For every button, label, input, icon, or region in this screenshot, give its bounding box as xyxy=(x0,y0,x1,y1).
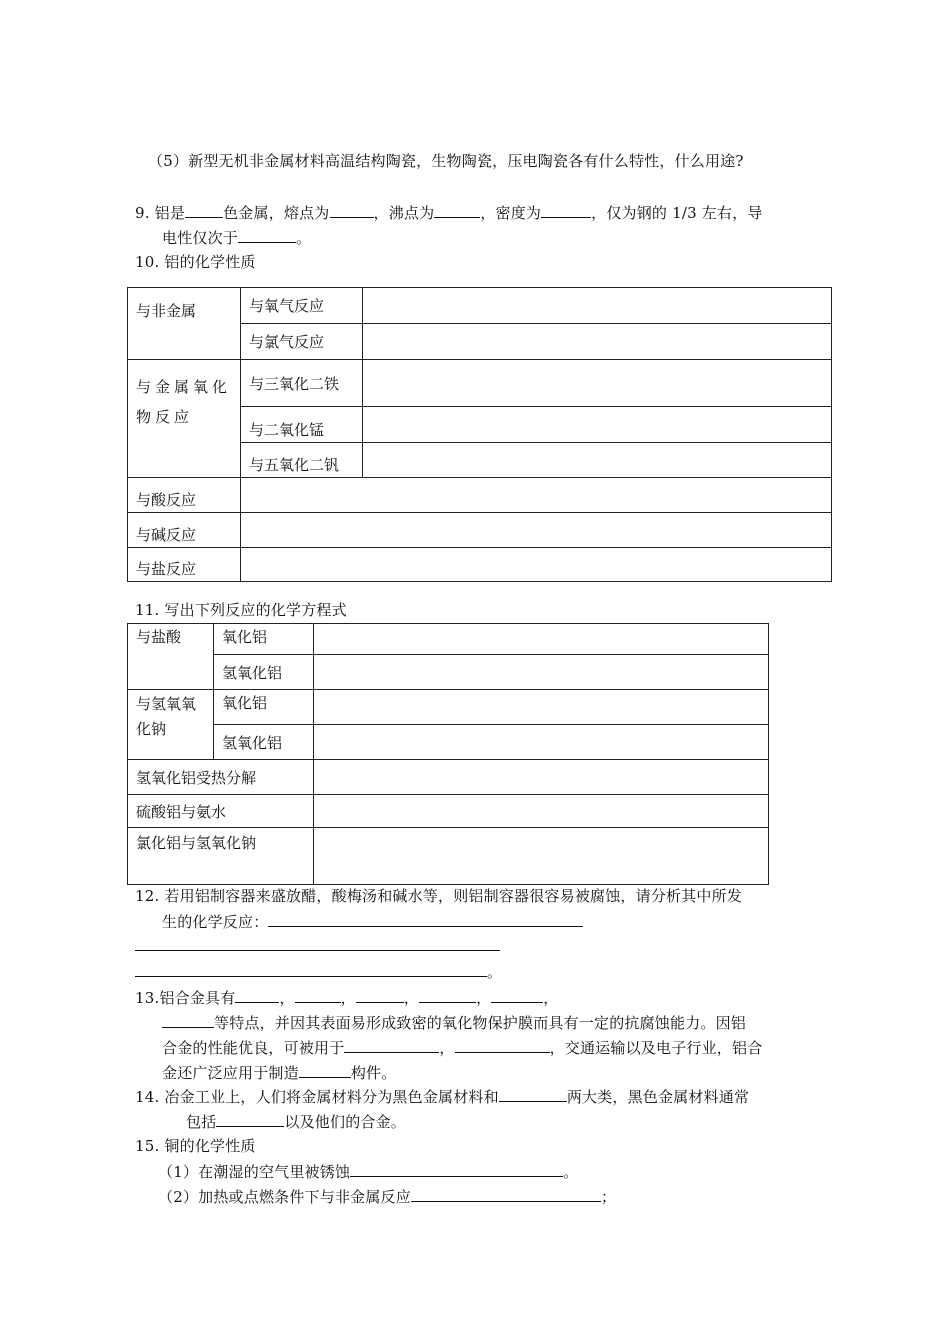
q13-text-2: 等特点，并因其表面易形成致密的氧化物保护膜而具有一定的抗腐蚀能力。因铝 xyxy=(214,1014,747,1032)
q11-cell-naoh: 与氢氧氧化钠 xyxy=(128,690,214,760)
q11-cell-al2o3-naoh: 氧化铝 xyxy=(214,690,314,725)
q10-cell-salt: 与盐反应 xyxy=(128,548,241,582)
q13-text-4a: 金还广泛应用于制造 xyxy=(162,1064,299,1082)
q15-text-1: （1）在潮湿的空气里被锈蚀 xyxy=(158,1163,351,1181)
q14-text-1a: 14. 冶金工业上，人们将金属材料分为黑色金属材料和 xyxy=(135,1088,499,1106)
q14-text-1b: 两大类，黑色金属材料通常 xyxy=(566,1088,750,1106)
question-14-line2 xyxy=(186,1111,406,1132)
question-12-line1: 12. 若用铝制容器来盛放醋，酸梅汤和碱水等，则铝制容器很容易被腐蚀，请分析其中所发 xyxy=(135,887,743,905)
q10-cell-oxygen: 与氧气反应 xyxy=(241,288,363,324)
q9-blank-color[interactable] xyxy=(185,202,223,218)
q11-answer-al2o3-hcl[interactable] xyxy=(314,624,769,655)
q11-answer-aloh3-hcl[interactable] xyxy=(314,655,769,690)
question-13-line1 xyxy=(135,987,558,1008)
q13-comma-1: ， xyxy=(279,989,295,1007)
q10-cell-mno2: 与二氧化锰 xyxy=(241,407,363,443)
q13-comma-4: ， xyxy=(476,989,492,1007)
question-13-line4 xyxy=(162,1062,396,1083)
q9-blank-density[interactable] xyxy=(541,202,591,218)
q13-text-3b: ， xyxy=(439,1039,455,1057)
q9-text-5: ，仅为钢的 1/3 左右，导 xyxy=(591,204,763,222)
q15-blank-2[interactable] xyxy=(411,1186,601,1202)
q13-blank-1[interactable] xyxy=(235,987,279,1003)
q13-comma-3: ， xyxy=(403,989,420,1007)
question-10-title: 10. 铝的化学性质 xyxy=(135,253,256,271)
q10-cell-chlorine: 与氯气反应 xyxy=(241,324,363,360)
q12-blank-2[interactable] xyxy=(135,950,500,951)
q13-blank-5[interactable] xyxy=(491,987,543,1003)
q13-lead: 13.铝合金具有 xyxy=(135,989,236,1007)
q9-text-7: 。 xyxy=(296,229,312,247)
question-15-title: 15. 铜的化学性质 xyxy=(135,1137,256,1155)
q13-blank-6[interactable] xyxy=(162,1012,214,1028)
q10-answer-base[interactable] xyxy=(241,513,832,548)
q13-text-3a: 合金的性能优良，可被用于 xyxy=(162,1039,345,1057)
q10-cell-metal-oxide: 与金属氧化物反应 xyxy=(128,360,241,478)
q14-blank-1[interactable] xyxy=(499,1086,567,1102)
q12-blank-1[interactable] xyxy=(268,911,583,927)
q13-blank-2[interactable] xyxy=(295,987,341,1003)
q15-end-1: 。 xyxy=(563,1163,579,1181)
q12-end-mark: 。 xyxy=(487,963,503,981)
q13-text-4b: 构件。 xyxy=(350,1064,397,1082)
question-12-line2 xyxy=(162,911,583,932)
q13-comma-5: ， xyxy=(543,989,559,1007)
q13-comma-2: ， xyxy=(340,989,356,1007)
q9-blank-boiling-point[interactable] xyxy=(434,202,480,218)
q9-text-1: 9. 铝是 xyxy=(135,204,186,222)
q13-blank-3[interactable] xyxy=(356,987,404,1003)
question-9-line2 xyxy=(162,227,311,248)
q14-blank-2[interactable] xyxy=(216,1111,284,1127)
q11-cell-hcl: 与盐酸 xyxy=(128,624,214,690)
question-15-item-1 xyxy=(158,1161,578,1182)
question-8-5: （5）新型无机非金属材料高温结构陶瓷，生物陶瓷，压电陶瓷各有什么特性，什么用途? xyxy=(148,152,744,170)
q11-answer-al2o3-naoh[interactable] xyxy=(314,690,769,725)
q11-cell-al2o3-hcl: 氧化铝 xyxy=(214,624,314,655)
q10-answer-salt[interactable] xyxy=(241,548,832,582)
q14-text-2b: 以及他们的合金。 xyxy=(284,1113,407,1131)
q11-answer-aloh3-naoh[interactable] xyxy=(314,725,769,760)
q13-blank-7[interactable] xyxy=(344,1037,439,1053)
question-13-line3 xyxy=(162,1037,762,1058)
q10-answer-acid[interactable] xyxy=(241,478,832,513)
q9-blank-melting-point[interactable] xyxy=(330,202,374,218)
q11-cell-ammonia: 硫酸铝与氨水 xyxy=(128,795,314,828)
q10-cell-nonmetal: 与非金属 xyxy=(128,288,241,360)
q11-table xyxy=(127,623,769,885)
q10-cell-acid: 与酸反应 xyxy=(128,478,241,513)
q15-blank-1[interactable] xyxy=(350,1161,563,1177)
q13-blank-8[interactable] xyxy=(455,1037,550,1053)
q11-cell-alcl3-naoh: 氯化铝与氢氧化钠 xyxy=(128,828,314,885)
q15-text-2: （2）加热或点燃条件下与非金属反应 xyxy=(158,1188,411,1206)
q12-blank-3[interactable] xyxy=(135,976,487,977)
q9-blank-conductivity[interactable] xyxy=(238,227,296,243)
q11-answer-alcl3-naoh[interactable] xyxy=(314,828,769,885)
question-13-line2 xyxy=(162,1012,746,1033)
question-14-line1 xyxy=(135,1086,749,1107)
q9-text-4: ，密度为 xyxy=(480,204,542,222)
question-9-line1 xyxy=(135,202,763,223)
q10-answer-chlorine[interactable] xyxy=(363,324,832,360)
q10-answer-mno2[interactable] xyxy=(363,407,832,443)
q10-cell-fe2o3: 与三氧化二铁 xyxy=(241,360,363,407)
q11-answer-decompose[interactable] xyxy=(314,760,769,795)
q11-cell-aloh3-hcl: 氢氧化铝 xyxy=(214,655,314,690)
q13-text-3c: ，交通运输以及电子行业，铝合 xyxy=(549,1039,763,1057)
q10-answer-oxygen[interactable] xyxy=(363,288,832,324)
q13-blank-9[interactable] xyxy=(299,1062,351,1078)
question-11-title: 11. 写出下列反应的化学方程式 xyxy=(135,601,347,619)
q12-text-2: 生的化学反应： xyxy=(162,913,269,931)
q10-cell-base: 与碱反应 xyxy=(128,513,241,548)
q11-answer-ammonia[interactable] xyxy=(314,795,769,828)
q10-cell-v2o5: 与五氧化二钒 xyxy=(241,443,363,478)
q13-blank-4[interactable] xyxy=(419,987,476,1003)
q10-table xyxy=(127,287,832,582)
q10-answer-fe2o3[interactable] xyxy=(363,360,832,407)
q9-text-2: 色金属，熔点为 xyxy=(223,204,330,222)
q9-text-3: ，沸点为 xyxy=(373,204,435,222)
q10-answer-v2o5[interactable] xyxy=(363,443,832,478)
q14-text-2a: 包括 xyxy=(186,1113,217,1131)
q11-cell-decompose: 氢氧化铝受热分解 xyxy=(128,760,314,795)
q15-end-2: ； xyxy=(600,1188,617,1206)
q11-cell-aloh3-naoh: 氢氧化铝 xyxy=(214,725,314,760)
question-15-item-2 xyxy=(158,1186,616,1207)
q9-text-6: 电性仅次于 xyxy=(162,229,239,247)
